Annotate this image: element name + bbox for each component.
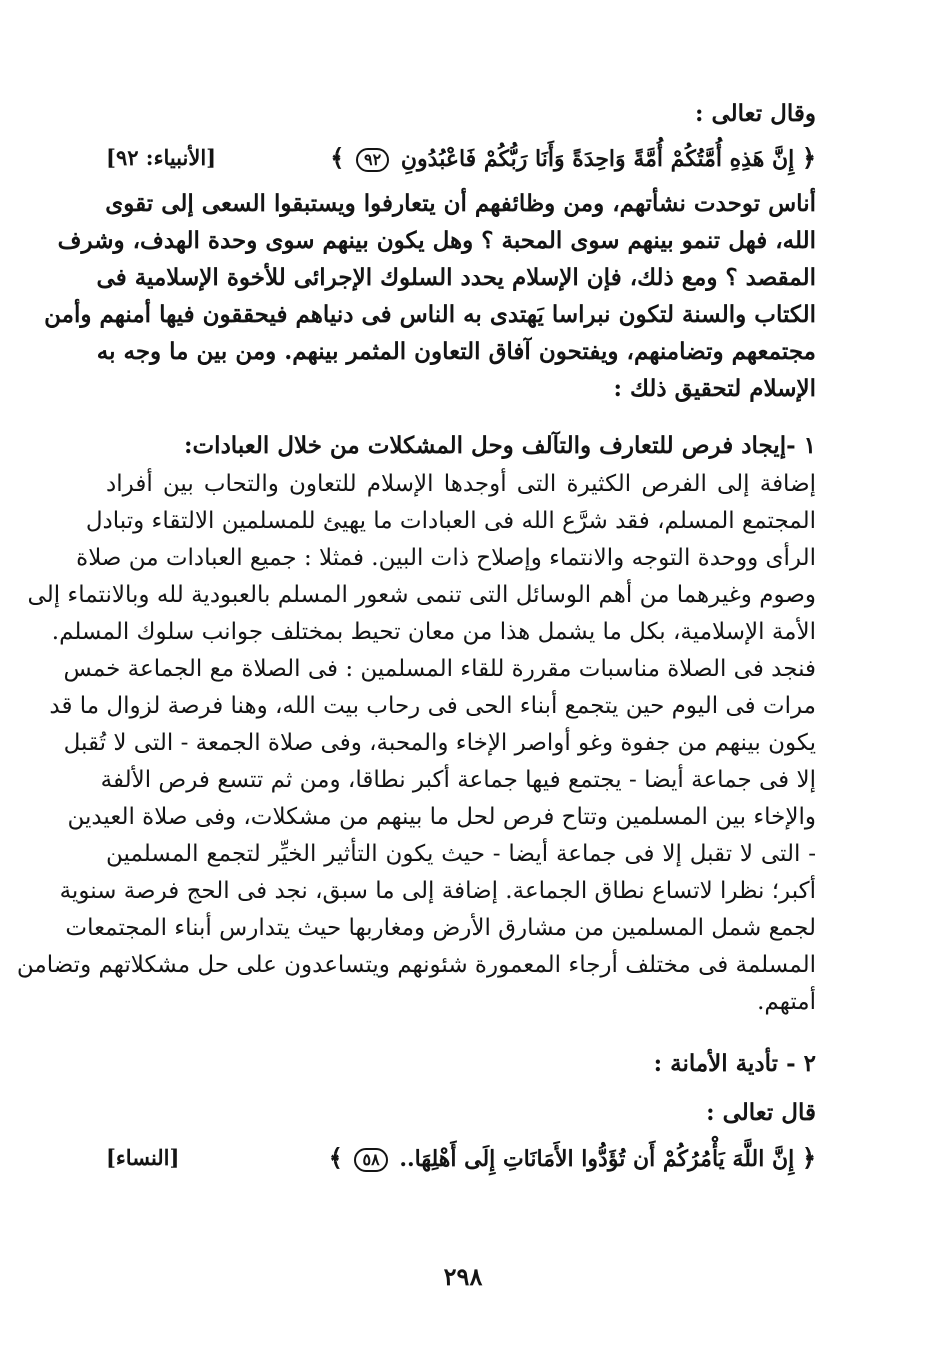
verse-1-text: إِنَّ هَذِهِ أُمَّتُكُمْ أُمَّةً وَاحِدَةً وَأَنَا رَبُّكُمْ فَاعْبُدُونِ (400, 146, 795, 172)
body-line-3: الرأى ووحدة التوجه والانتماء وإصلاح ذات البين. فمثلا : جميع العبادات من صلاة (76, 545, 816, 571)
intro-line-2: الله، فهل تنمو بينهم سوى المحبة ؟ وهل يكون بينهم سوى وحدة الهدف، وشرف (57, 227, 816, 254)
body-line-15: أمتهم. (757, 989, 816, 1015)
body-line-2: المجتمع المسلم، فقد شرَّع الله فى العبادات ما يهيئ للمسلمين الالتقاء وتبادل (85, 508, 816, 534)
body-line-9: إلا فى جماعة أيضا - يجتمع فيها جماعة أكبر نطاقا، ومن ثم تتسع فرص الألفة (100, 767, 816, 793)
body-line-10: والإخاء بين المسلمين وتتاح فرص لحل ما بينهم من مشكلات، وفى صلاة العيدين (67, 804, 816, 830)
intro-line-6: الإسلام لتحقيق ذلك : (613, 375, 816, 402)
body-line-13: لجمع شمل المسلمين من مشارق الأرض ومغاربها حيث يتدارس أبناء المجتمعات (65, 915, 816, 941)
verse-1-open-bracket: ﴿ (801, 143, 816, 172)
verse-2-close-bracket: ﴾ (328, 1143, 343, 1172)
verse-1-close-bracket: ﴾ (330, 143, 345, 172)
section-1-heading: ١ -إيجاد فرص للتعارف والتآلف وحل المشكلات من خلال العبادات: (184, 432, 816, 459)
said-label-1: وقال تعالى : (694, 100, 816, 127)
intro-line-5: مجتمعهم وتضامنهم، ويفتحون آفاق التعاون المثمر بينهم. ومن بين ما وجه به (96, 338, 816, 365)
verse-1-text-group (330, 138, 816, 179)
verse-2-text-group (329, 1138, 816, 1179)
body-line-7: مرات فى اليوم حين يتجمع أبناء الحى فى رحاب بيت الله، وهنا فرصة لزوال ما قد (49, 693, 816, 719)
body-line-4: وصوم وغيرهما من أهم الوسائل التى تنمى شعور المسلم بالعبودية لله وبالانتماء إلى (27, 582, 816, 608)
intro-line-1: أناس توحدت نشأتهم، ومن وظائفهم أن يتعارفوا ويستبقوا السعى إلى تقوى (105, 190, 816, 217)
body-line-12: أكبر؛ نظرا لاتساع نطاق الجماعة. إضافة إلى ما سبق، نجد فى الحج فرصة سنوية (59, 878, 816, 904)
ayah-number-marker-1: ٩٢ (356, 148, 389, 172)
verse-1 (106, 138, 816, 178)
body-line-11: - التى لا تقبل إلا فى جماعة أيضا - حيث يكون التأثير الخيِّر لتجمع المسلمين (106, 841, 816, 867)
ayah-number-marker-2: ٥٨ (354, 1148, 387, 1172)
verse-1-citation: [الأنبياء: ٩٢] (106, 145, 217, 170)
page-number: ٢٩٨ (443, 1262, 483, 1291)
verse-2-citation: [النساء] (106, 1145, 180, 1170)
said-label-2: قال تعالى : (706, 1099, 816, 1126)
body-line-8: يكون بينهم من جفوة وغو أواصر الإخاء والمحبة، وفى صلاة الجمعة - التى لا تُقبل (63, 730, 816, 756)
intro-line-3: المقصد ؟ ومع ذلك، فإن الإسلام يحدد السلوك الإجرائى للأخوة الإسلامية فى (96, 264, 816, 291)
verse-2 (106, 1138, 816, 1178)
verse-2-open-bracket: ﴿ (801, 1143, 816, 1172)
body-line-1: إضافة إلى الفرص الكثيرة التى أوجدها الإسلام للتعاون والتحاب بين أفراد (106, 471, 816, 497)
section-2-heading: ٢ - تأدية الأمانة : (653, 1050, 816, 1077)
intro-line-4: الكتاب والسنة لتكون نبراسا يَهتدى به الناس فى دنياهم فيحققون فيها أمنهم وأمن (44, 301, 816, 328)
body-line-6: فنجد فى الصلاة مناسبات مقررة للقاء المسلمين : فى الصلاة مع الجماعة خمس (63, 656, 816, 682)
verse-2-text: إِنَّ اللَّهَ يَأْمُرُكُمْ أَن تُؤَدُّوا الأَمَانَاتِ إِلَى أَهْلِهَا.. (399, 1146, 795, 1172)
body-line-14: المسلمة فى مختلف أرجاء المعمورة شئونهم ويتساعدون على حل مشكلاتهم وتضامن (16, 952, 816, 978)
body-line-5: الأمة الإسلامية، بكل ما يشمل هذا من معان تحيط بمختلف جوانب سلوك المسلم. (51, 619, 816, 645)
